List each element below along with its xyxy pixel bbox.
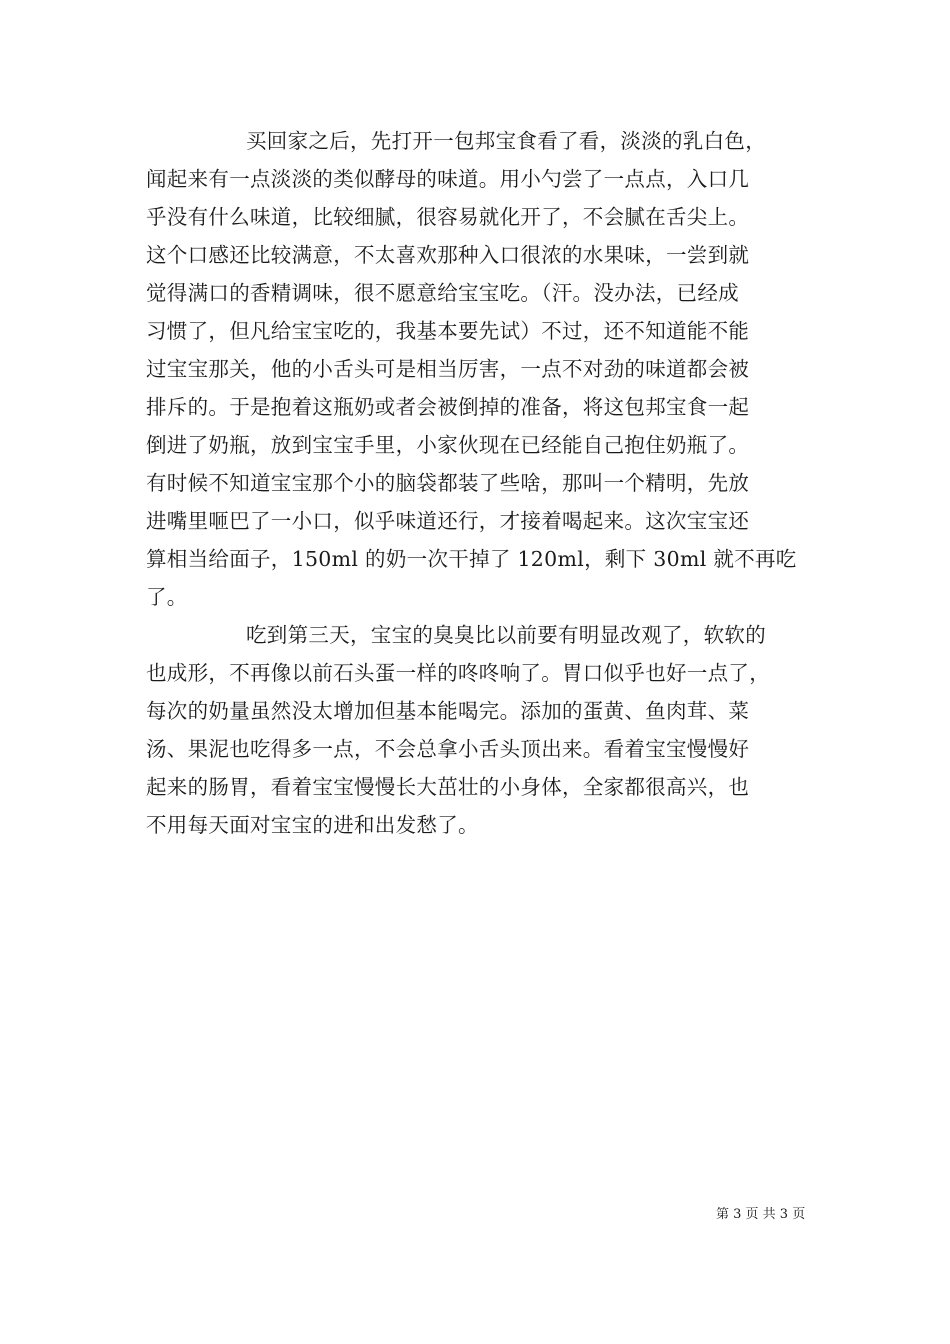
text-line: 觉得满口的香精调味，很不愿意给宝宝吃。（汗。没办法，已经成: [146, 281, 739, 305]
text-line: 也成形，不再像以前石头蛋一样的咚咚响了。胃口似乎也好一点了，: [146, 661, 770, 685]
text-line: 排斥的。于是抱着这瓶奶或者会被倒掉的准备，将这包邦宝食一起: [146, 395, 750, 419]
text-line: 进嘴里咂巴了一小口，似乎味道还行，才接着喝起来。这次宝宝还: [146, 509, 750, 533]
text-line: 不用每天面对宝宝的进和出发愁了。: [146, 813, 479, 837]
body-text: [146, 122, 812, 844]
paragraph-1: [146, 122, 812, 616]
paragraph-2: [146, 616, 812, 844]
text-line: 乎没有什么味道，比较细腻，很容易就化开了，不会腻在舌尖上。: [146, 205, 750, 229]
text-line: 起来的肠胃，看着宝宝慢慢长大茁壮的小身体，全家都很高兴，也: [146, 775, 750, 799]
text-line: 有时候不知道宝宝那个小的脑袋都装了些啥，那叫一个精明，先放: [146, 471, 750, 495]
text-line: 算相当给面子，150ml 的奶一次干掉了 120ml，剩下 30ml 就不再吃: [146, 547, 797, 571]
text-line: 汤、果泥也吃得多一点，不会总拿小舌头顶出来。看着宝宝慢慢好: [146, 737, 750, 761]
page-number-footer: 第 3 页 共 3 页: [716, 1207, 806, 1222]
text-line: 吃到第三天，宝宝的臭臭比以前要有明显改观了，软软的: [246, 623, 766, 647]
text-line: 过宝宝那关，他的小舌头可是相当厉害，一点不对劲的味道都会被: [146, 357, 750, 381]
text-line: 闻起来有一点淡淡的类似酵母的味道。用小勺尝了一点点，入口几: [146, 167, 750, 191]
text-line: 习惯了，但凡给宝宝吃的，我基本要先试）不过，还不知道能不能: [146, 319, 750, 343]
text-line: 倒进了奶瓶，放到宝宝手里，小家伙现在已经能自己抱住奶瓶了。: [146, 433, 750, 457]
text-line: 每次的奶量虽然没太增加但基本能喝完。添加的蛋黄、鱼肉茸、菜: [146, 699, 750, 723]
text-line: 了。: [146, 585, 188, 609]
text-line: 买回家之后，先打开一包邦宝食看了看，淡淡的乳白色，: [246, 129, 766, 153]
text-line: 这个口感还比较满意，不太喜欢那种入口很浓的水果味，一尝到就: [146, 243, 750, 267]
